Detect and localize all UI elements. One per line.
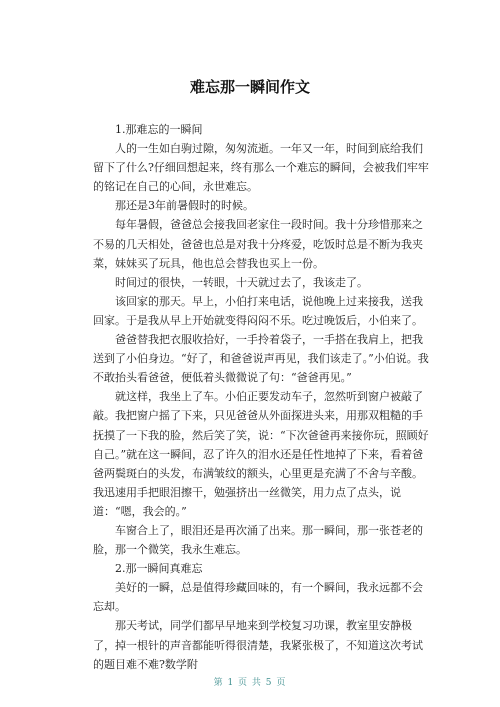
paragraph: 就这样，我坐上了车。小伯正要发动车子，忽然听到窗户被敲了敲。我把窗户摇了下来，只见爸爸从外面探进头来，用那双粗糙的手抚摸了一下我的脸，然后笑了笑，说：“下次爸爸再来接你玩，照顾好自己。”就在这一瞬间，忍了许久的泪水还是任性地掉了下来，看着爸爸两鬓斑白的头发，布满皱纹的额头，心里更是充满了不舍与辛酸。我迅速用手把眼泪擦干，勉强挤出一丝微笑，用力点了点头，说道：“嗯，我会的。”	[93, 390, 429, 518]
paragraph: 车窗合上了，眼泪还是再次涌了出来。那一瞬间，那一张苍老的脸，那一个微笑，我永生难忘。	[93, 523, 423, 557]
section-heading: 1.那难忘的一瞬间	[115, 123, 203, 136]
paragraph: 美好的一瞬，总是值得珍藏回味的，有一个瞬间，我永远都不会忘却。	[93, 581, 423, 614]
paragraph: 每年暑假，爸爸总会接我回老家住一段时间。我十分珍惜那来之不易的几天相处，爸爸也总是对我十分疼爱，吃饭时总是不断为我夹菜，妹妹买了玩具，他也总会替我也买上一份。	[93, 218, 423, 270]
paragraph: 该回家的那天。早上，小伯打来电话，说他晚上过来接我，送我回家。于是我从早上开始就变得闷闷不乐。吃过晚饭后，小伯来了。	[93, 294, 423, 327]
section-heading: 2.那一瞬间真难忘	[115, 562, 203, 576]
document-body	[93, 120, 433, 674]
paragraph: 人的一生如白驹过隙，匆匆流逝。一年又一年，时间到底给我们留下了什么?仔细回想起来，终有那么一个难忘的瞬间，会被我们牢牢的铭记在自己的心间，永世难忘。	[93, 142, 429, 194]
page-number: 第 1 页 共 5 页	[213, 678, 287, 688]
paragraph: 那天考试，同学们都早早地来到学校复习功课，教室里安静极了，掉一根针的声音都能听得很清楚，我紧张极了，不知道这次考试的题目难不难?数学附	[93, 619, 423, 671]
document-title: 难忘那一瞬间作文	[189, 78, 310, 96]
paragraph: 时间过的很快，一转眼，十天就过去了，我该走了。	[115, 275, 368, 289]
paragraph: 那还是3年前暑假时的时候。	[115, 199, 254, 213]
paragraph: 爸爸替我把衣服收拾好，一手拎着袋子，一手搭在我肩上，把我送到了小伯身边。“好了，和爸爸说声再见，我们该走了。”小伯说。我不敢抬头看爸爸，便低着头微微说了句：“爸爸再见。”	[93, 333, 429, 385]
